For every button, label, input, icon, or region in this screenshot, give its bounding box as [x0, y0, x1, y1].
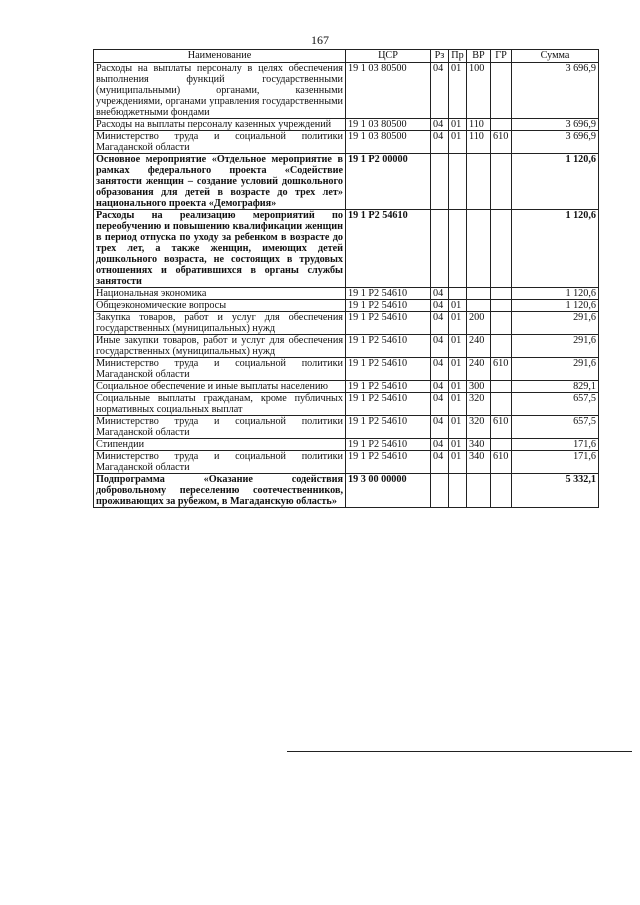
cell-pr: 01 — [449, 335, 467, 358]
table-row — [94, 210, 599, 288]
cell-sum: 291,6 — [512, 335, 599, 358]
cell-gr — [491, 288, 512, 300]
table-row — [94, 131, 599, 154]
cell-name: Расходы на выплаты персоналу в целях обеспечения выполнения функций государственными (муниципальными) органами, казенными учреждениями, органами управления государственными внебюджетными фондами — [94, 63, 346, 119]
cell-rz — [431, 210, 449, 288]
cell-gr: 610 — [491, 416, 512, 439]
cell-gr: 610 — [491, 358, 512, 381]
cell-vr: 340 — [467, 451, 491, 474]
table-row — [94, 393, 599, 416]
cell-vr — [467, 300, 491, 312]
cell-sum: 291,6 — [512, 358, 599, 381]
cell-sum: 829,1 — [512, 381, 599, 393]
cell-sum: 1 120,6 — [512, 210, 599, 288]
budget-table — [93, 49, 599, 508]
cell-pr: 01 — [449, 63, 467, 119]
cell-code: 19 1 P2 54610 — [346, 312, 431, 335]
header-rz: Рз — [431, 50, 449, 63]
header-gr: ГР — [491, 50, 512, 63]
cell-pr — [449, 288, 467, 300]
cell-vr: 100 — [467, 63, 491, 119]
table-row — [94, 288, 599, 300]
cell-code: 19 1 P2 54610 — [346, 393, 431, 416]
cell-pr: 01 — [449, 312, 467, 335]
cell-name: Подпрограмма «Оказание содействия добровольному переселению соотечественников, проживающих за рубежом, в Магаданскую область» — [94, 474, 346, 508]
cell-pr — [449, 210, 467, 288]
cell-rz: 04 — [431, 335, 449, 358]
cell-rz: 04 — [431, 416, 449, 439]
cell-sum: 657,5 — [512, 416, 599, 439]
cell-vr: 300 — [467, 381, 491, 393]
cell-name: Министерство труда и социальной политики Магаданской области — [94, 451, 346, 474]
cell-pr: 01 — [449, 300, 467, 312]
cell-rz: 04 — [431, 439, 449, 451]
cell-pr: 01 — [449, 451, 467, 474]
cell-gr — [491, 63, 512, 119]
footer-divider — [287, 751, 632, 752]
cell-gr: 610 — [491, 451, 512, 474]
cell-sum: 657,5 — [512, 393, 599, 416]
cell-code: 19 1 P2 00000 — [346, 154, 431, 210]
cell-name: Социальные выплаты гражданам, кроме публичных нормативных социальных выплат — [94, 393, 346, 416]
cell-name: Общеэкономические вопросы — [94, 300, 346, 312]
cell-vr: 340 — [467, 439, 491, 451]
cell-rz: 04 — [431, 63, 449, 119]
cell-name: Социальное обеспечение и иные выплаты населению — [94, 381, 346, 393]
cell-code: 19 1 P2 54610 — [346, 300, 431, 312]
cell-code: 19 1 P2 54610 — [346, 451, 431, 474]
header-pr: Пр — [449, 50, 467, 63]
cell-name: Министерство труда и социальной политики Магаданской области — [94, 416, 346, 439]
cell-pr: 01 — [449, 393, 467, 416]
cell-vr: 110 — [467, 131, 491, 154]
cell-vr: 320 — [467, 393, 491, 416]
cell-vr — [467, 210, 491, 288]
cell-name: Министерство труда и социальной политики Магаданской области — [94, 358, 346, 381]
cell-gr — [491, 381, 512, 393]
cell-gr — [491, 439, 512, 451]
cell-pr: 01 — [449, 381, 467, 393]
cell-pr: 01 — [449, 119, 467, 131]
cell-rz: 04 — [431, 358, 449, 381]
header-sum: Сумма — [512, 50, 599, 63]
cell-rz — [431, 154, 449, 210]
cell-name: Министерство труда и социальной политики Магаданской области — [94, 131, 346, 154]
cell-pr — [449, 474, 467, 508]
table-row — [94, 358, 599, 381]
cell-name: Расходы на реализацию мероприятий по переобучению и повышению квалификации женщин в период отпуска по уходу за ребенком в возрасте до трех лет, а также женщин, имеющих детей дошкольного возраста, не состоящих в трудовых отношениях и обратившихся в органы службы занятости — [94, 210, 346, 288]
cell-vr — [467, 154, 491, 210]
table-row — [94, 439, 599, 451]
table-row — [94, 119, 599, 131]
page-number: 167 — [311, 33, 329, 47]
cell-code: 19 1 03 80500 — [346, 63, 431, 119]
table-row — [94, 335, 599, 358]
cell-code: 19 1 P2 54610 — [346, 358, 431, 381]
cell-vr: 240 — [467, 358, 491, 381]
cell-rz: 04 — [431, 312, 449, 335]
cell-rz: 04 — [431, 451, 449, 474]
cell-code: 19 1 P2 54610 — [346, 210, 431, 288]
cell-sum: 1 120,6 — [512, 288, 599, 300]
cell-gr — [491, 312, 512, 335]
cell-name: Основное мероприятие «Отдельное мероприятие в рамках федерального проекта «Содействие занятости женщин – создание условий дошкольного образования для детей в возрасте до трех лет» национального проекта «Демография» — [94, 154, 346, 210]
cell-name: Иные закупки товаров, работ и услуг для обеспечения государственных (муниципальных) нужд — [94, 335, 346, 358]
cell-gr — [491, 154, 512, 210]
cell-gr — [491, 210, 512, 288]
cell-pr: 01 — [449, 358, 467, 381]
cell-sum: 3 696,9 — [512, 131, 599, 154]
cell-gr — [491, 335, 512, 358]
cell-sum: 1 120,6 — [512, 300, 599, 312]
cell-vr: 320 — [467, 416, 491, 439]
table-row — [94, 381, 599, 393]
cell-vr — [467, 288, 491, 300]
table-row — [94, 451, 599, 474]
table-row — [94, 474, 599, 508]
cell-pr — [449, 154, 467, 210]
cell-sum: 3 696,9 — [512, 119, 599, 131]
cell-sum: 3 696,9 — [512, 63, 599, 119]
header-row — [94, 50, 599, 63]
cell-code: 19 3 00 00000 — [346, 474, 431, 508]
cell-pr: 01 — [449, 439, 467, 451]
table-row — [94, 416, 599, 439]
cell-code: 19 1 P2 54610 — [346, 416, 431, 439]
cell-sum: 171,6 — [512, 439, 599, 451]
cell-rz — [431, 474, 449, 508]
cell-name: Закупка товаров, работ и услуг для обеспечения государственных (муниципальных) нужд — [94, 312, 346, 335]
cell-name: Расходы на выплаты персоналу казенных учреждений — [94, 119, 346, 131]
cell-sum: 291,6 — [512, 312, 599, 335]
cell-code: 19 1 P2 54610 — [346, 439, 431, 451]
cell-sum: 171,6 — [512, 451, 599, 474]
cell-sum: 1 120,6 — [512, 154, 599, 210]
cell-code: 19 1 P2 54610 — [346, 381, 431, 393]
cell-vr: 200 — [467, 312, 491, 335]
cell-gr — [491, 474, 512, 508]
cell-name: Стипендии — [94, 439, 346, 451]
header-name: Наименование — [94, 50, 346, 63]
header-code: ЦСР — [346, 50, 431, 63]
cell-rz: 04 — [431, 393, 449, 416]
cell-gr — [491, 119, 512, 131]
cell-rz: 04 — [431, 131, 449, 154]
cell-code: 19 1 03 80500 — [346, 119, 431, 131]
cell-gr: 610 — [491, 131, 512, 154]
table-row — [94, 63, 599, 119]
cell-code: 19 1 03 80500 — [346, 131, 431, 154]
table-row — [94, 154, 599, 210]
cell-vr — [467, 474, 491, 508]
cell-rz: 04 — [431, 119, 449, 131]
table-row — [94, 312, 599, 335]
header-vr: ВР — [467, 50, 491, 63]
cell-pr: 01 — [449, 131, 467, 154]
table-row — [94, 300, 599, 312]
cell-rz: 04 — [431, 300, 449, 312]
cell-code: 19 1 P2 54610 — [346, 335, 431, 358]
cell-pr: 01 — [449, 416, 467, 439]
cell-vr: 110 — [467, 119, 491, 131]
cell-gr — [491, 393, 512, 416]
cell-rz: 04 — [431, 381, 449, 393]
cell-code: 19 1 P2 54610 — [346, 288, 431, 300]
cell-gr — [491, 300, 512, 312]
cell-vr: 240 — [467, 335, 491, 358]
cell-sum: 5 332,1 — [512, 474, 599, 508]
cell-name: Национальная экономика — [94, 288, 346, 300]
cell-rz: 04 — [431, 288, 449, 300]
